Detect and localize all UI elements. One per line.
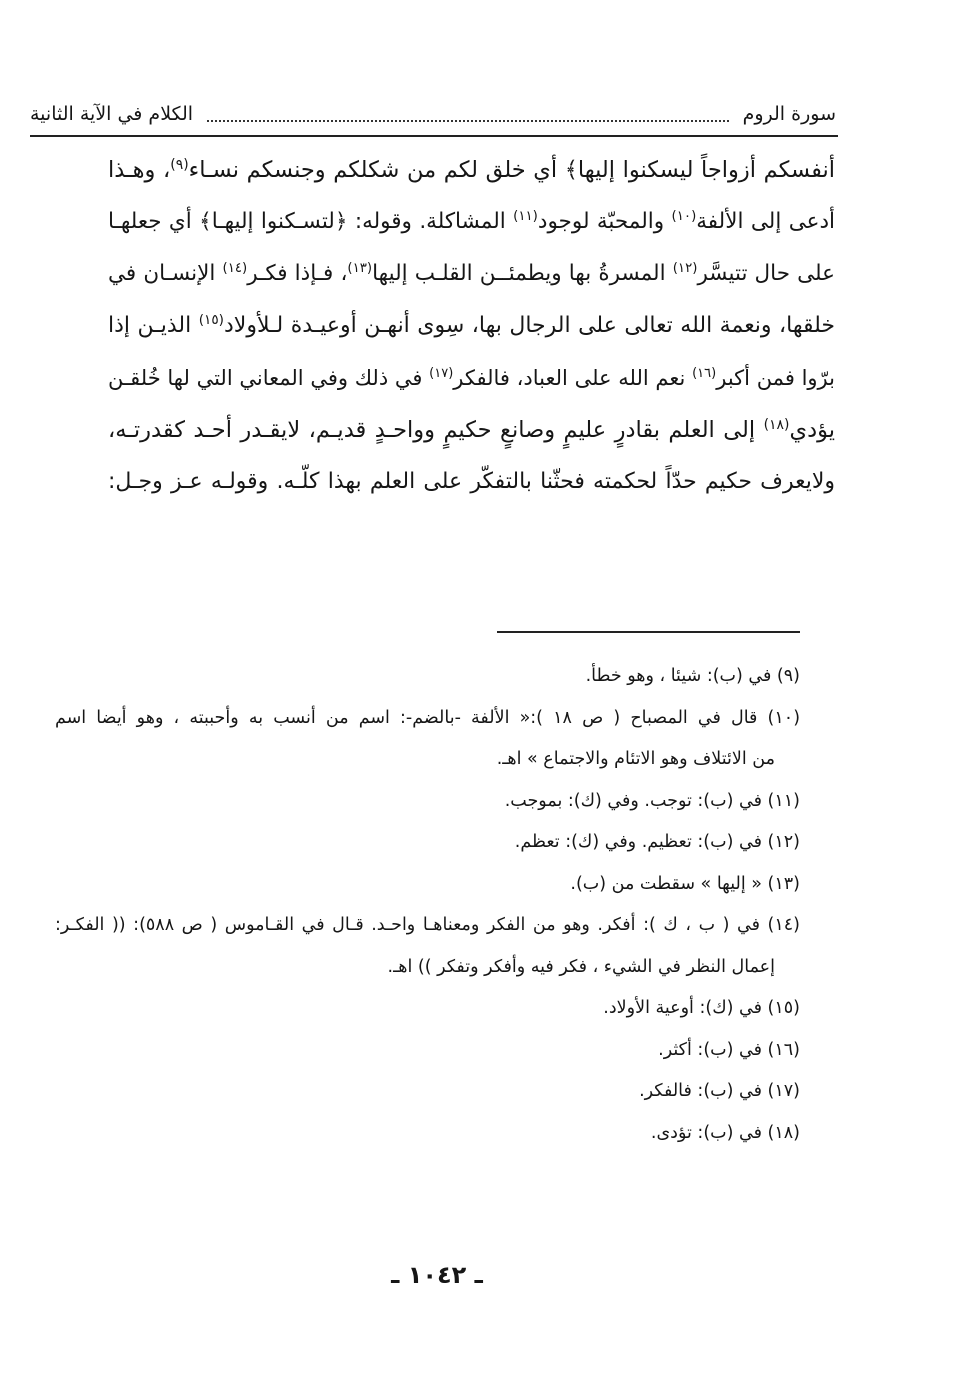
footnote-ref: (١٠) (671, 209, 697, 225)
body-line: يؤدي$^{(١٨)}$ إلى العلم بقادرٍ عليمٍ وصانعٍ حكيمٍ وواحـدٍ قديـم، لايقـدر أحـد كقدرتـه، (108, 416, 835, 443)
footnote-line: (٩) في (ب): شيئا ، وهو خطأ. (585, 666, 800, 686)
footnote-continuation-line: إعمال النظر في الشيء ، فكر فيه وأفكر وتفكر )) اهـ. (387, 956, 775, 977)
page-number: ـ ١٠٤٢ ـ (391, 1261, 483, 1289)
footnote-10 (55, 698, 800, 781)
footnote-ref: (١٦) (692, 366, 717, 382)
footnote-9 (55, 656, 800, 698)
footnote-line: (١٦) في (ب): أكثر. (658, 1039, 800, 1060)
footnotes (55, 656, 800, 1154)
footnote-line: (١٨) في (ب): تؤدى. (650, 1122, 800, 1143)
footnote-continuation-line: من الائتلاف وهو الاتئام والاجتماع » اهـ. (496, 749, 775, 769)
body-line: خلقها، ونعمة الله تعالى على الرجال بها، سِوى أنهـن أوعيـدة لـلأولاد$^{(١٥)}$ الذيـن إذا (108, 311, 836, 338)
footnote-line: (١٥) في (ك): أوعية الأولاد. (603, 998, 800, 1018)
footnote-ref: (١٢) (672, 261, 698, 277)
footnote-ref: (١٧) (429, 366, 454, 382)
page-header (30, 98, 836, 130)
footnote-11 (55, 781, 800, 823)
header-surah: سورة الروم (742, 103, 836, 125)
footnote-14 (55, 905, 800, 988)
header-topic: الكلام في الآية الثانية (30, 103, 194, 125)
footnote-13 (55, 864, 800, 906)
footnote-ref: (١٤) (222, 261, 248, 277)
body-line: أنفسكم أزواجاً ليسكنوا إليها﴾ أي خلق لكم من شكلكم وجنسكم نسـاء$^{(٩)}$، وهـذا (108, 156, 835, 183)
footnote-15 (55, 988, 800, 1030)
footnote-ref: (١١) (513, 209, 538, 225)
footnote-ref: (١٨) (763, 416, 790, 433)
footnote-ref: (٩) (170, 156, 189, 173)
body-line: أدعى إلى الألفة$^{(١٠)}$ والمحبّة لوجود$^{(١١)}$ المشاكلة. وقوله: ﴿لتسـكنوا إليهـا﴾ أي جعلهـا (108, 209, 835, 234)
body-line: ولايعرف حكيم حدّاً لحكمته فحثّنا بالتفكّر على العلم بهذا كلّـه. وقولـه عـز وجـل: (108, 469, 835, 494)
footnote-separator (497, 631, 800, 633)
footnote-line: (١٤) في ( ب ، ك ): أفكر. وهو من الفكر ومعناهـا واحـد. قـال في القـاموس ( ص ٥٨٨): (( الفكـر: (55, 915, 800, 935)
footnote-12 (55, 822, 800, 864)
footnote-line: (١١) في (ب): توجب. وفي (ك): بموجب. (504, 790, 800, 811)
footnote-line: (١٣) « إليها » سقطت من (ب). (570, 873, 800, 894)
body-line: على حال تتيسَّر$^{(١٢)}$ المسرةُ بها ويطمئــن القلـب إليها$^{(١٣)}$، فـإذا فكـر$^{(١٤)}$ الإنسـان في (108, 261, 836, 286)
footnote-ref: (١٥) (198, 311, 224, 328)
body-line: برّوا فمن أكبر$^{(١٦)}$ نعم الله على العباد، فالفكر$^{(١٧)}$ في ذلك وفي المعاني التي لها خُلقـن (108, 366, 835, 390)
footnote-line: (١٢) في (ب): تعظيم. وفي (ك): تعظم. (514, 832, 800, 852)
footnote-ref: (١٣) (347, 261, 373, 277)
footnote-line: (١٧) في (ب): فالفكر. (639, 1081, 800, 1101)
body-text (108, 144, 835, 508)
footnote-line: (١٠) قال في المصباح ( ص ١٨ ):« الألفة -بالضم-: اسم من أنسب به وأحببته ، وهو أيضا اسم (55, 707, 801, 728)
header-dot-leader (207, 120, 729, 122)
footnote-17 (55, 1071, 800, 1113)
footnote-16 (55, 1030, 800, 1072)
header-rule (30, 135, 838, 137)
footnote-18 (55, 1113, 800, 1155)
